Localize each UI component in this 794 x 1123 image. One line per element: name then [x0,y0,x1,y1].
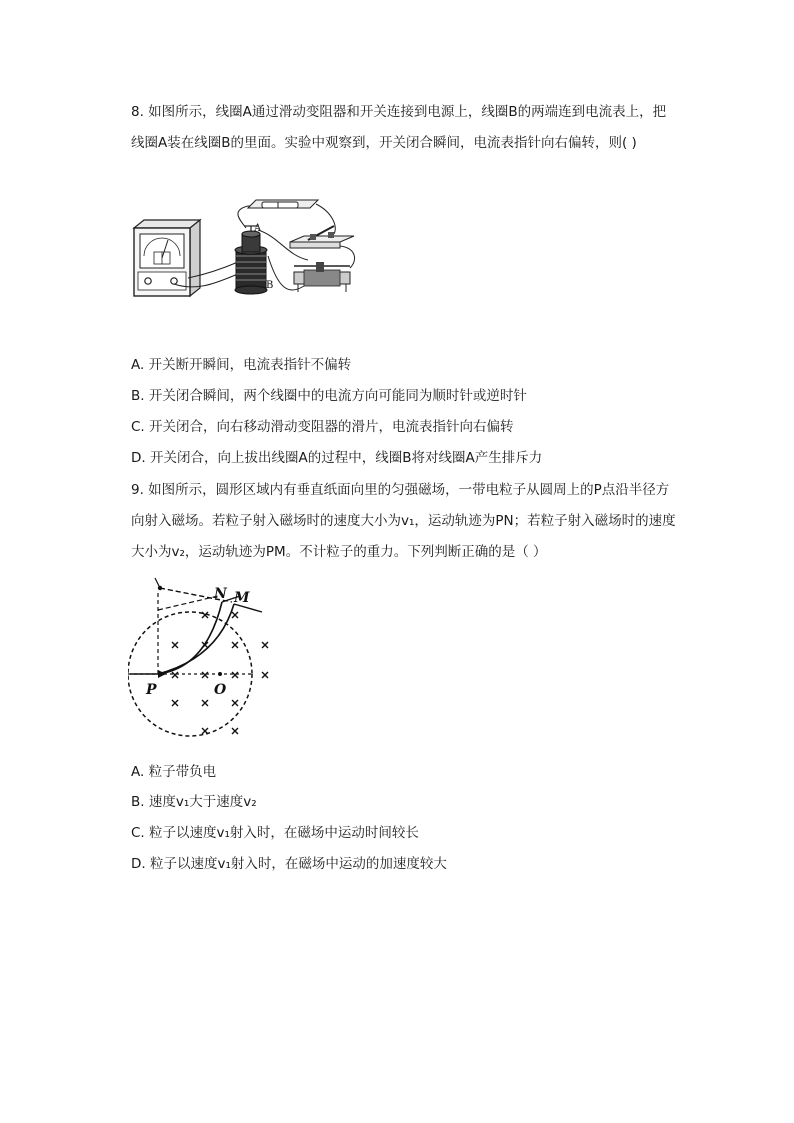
question-9-line-1: 9. 如图所示，圆形区域内有垂直纸面向里的匀强磁场，一带电粒子从圆周上的P点沿半径方 [131,482,670,498]
label-m: M [234,590,250,606]
trajectory-pn [158,602,222,674]
question-9-option-d: D. 粒子以速度v₁射入时，在磁场中运动的加速度较大 [131,856,447,872]
question-8-option-b: B. 开关闭合瞬间，两个线圈中的电流方向可能同为顺时针或逆时针 [131,388,527,404]
question-8-option-a: A. 开关断开瞬间，电流表指针不偏转 [131,357,352,373]
label-b: B [266,280,274,291]
question-8-line-2: 线圈A装在线圈B的里面。实验中观察到，开关闭合瞬间，电流表指针向右偏转，则( ) [131,135,637,151]
question-9-option-c: C. 粒子以速度v₁射入时，在磁场中运动时间较长 [131,825,419,841]
coil-b [235,246,267,294]
label-p: P [146,682,157,698]
figure-coil-apparatus [128,196,362,302]
question-9-stem [131,475,691,568]
question-9-line-2: 向射入磁场。若粒子射入磁场时的速度大小为v₁，运动轨迹为PN；若粒子射入磁场时的速度 [131,513,676,529]
trajectory-pm [158,604,234,674]
question-8-line-1: 8. 如图所示，线圈A通过滑动变阻器和开关连接到电源上，线圈B的两端连到电流表上，把 [131,104,667,120]
question-9-option-a: A. 粒子带负电 [131,764,217,780]
question-9-option-b: B. 速度v₁大于速度v₂ [131,794,257,810]
label-o: O [214,682,227,698]
question-9-line-3: 大小为v₂，运动轨迹为PM。不计粒子的重力。下列判断正确的是（ ） [131,544,547,560]
switch [290,226,354,248]
question-8-stem [131,97,691,159]
label-a: A [254,223,262,234]
question-8-option-c: C. 开关闭合，向右移动滑动变阻器的滑片，电流表指针向右偏转 [131,419,514,435]
figure-magnetic-field [128,572,290,744]
galvanometer [134,220,200,296]
label-n: N [214,586,227,602]
battery [248,200,318,208]
question-8-option-d: D. 开关闭合，向上拔出线圈A的过程中，线圈B将对线圈A产生排斥力 [131,450,543,466]
